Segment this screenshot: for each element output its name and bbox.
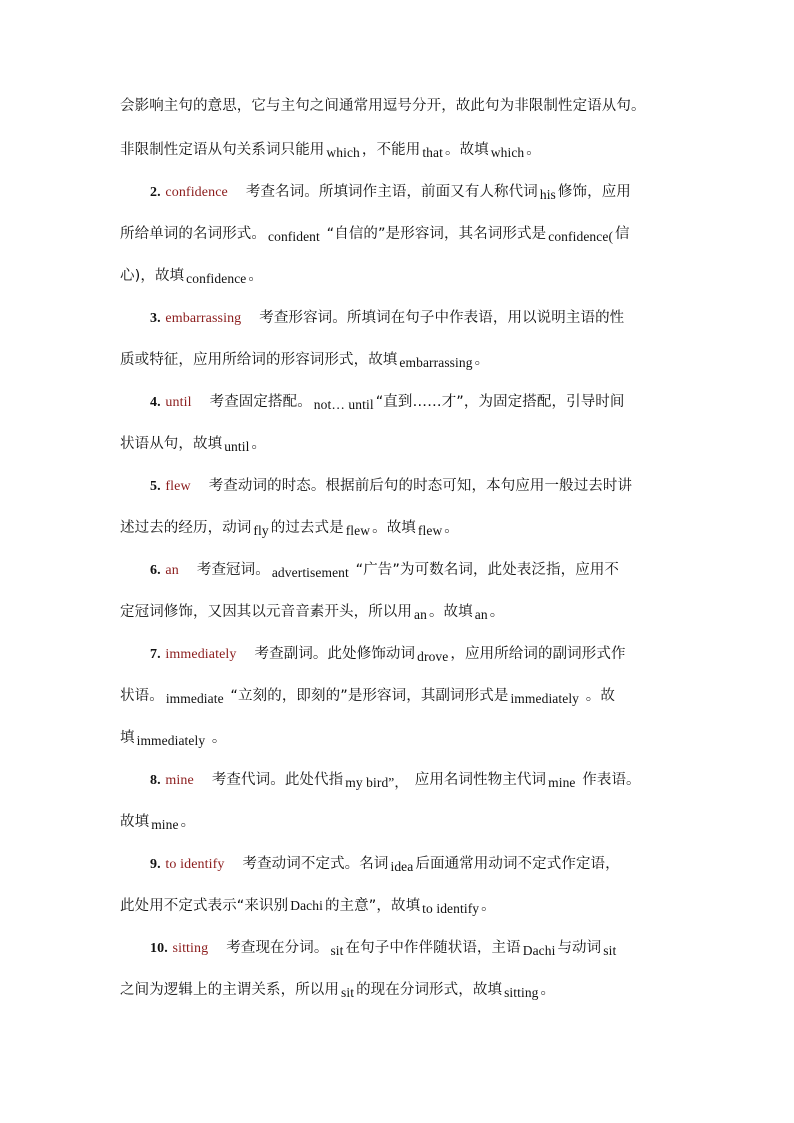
english-word: Dachi xyxy=(522,943,556,958)
english-word: sitting xyxy=(504,985,539,1000)
text: 考查代词。此处代指 xyxy=(211,772,344,788)
text: 非限制性定语从句关系词只能用 xyxy=(120,142,325,158)
text: 在句子中作伴随状语，主语 xyxy=(345,940,521,956)
text: 后面通常用动词不定式作定语， xyxy=(415,856,620,872)
text: 考查形容词。所填词在句子中作表语，用以说明主语的性 xyxy=(259,310,625,326)
english-word: mine xyxy=(548,775,576,790)
english-word: immediately xyxy=(510,691,580,706)
text: 。 xyxy=(526,142,541,158)
text: 状语从句，故填 xyxy=(120,436,223,452)
text: 。故 xyxy=(585,688,615,704)
item-7-line-3 xyxy=(120,728,676,748)
english-word: an xyxy=(474,607,488,622)
item-2-line-1 xyxy=(150,182,706,203)
text: 此处用不定式表示“来识别 xyxy=(120,898,289,914)
text: 。故填 xyxy=(372,520,416,536)
text: 修饰，应用 xyxy=(557,184,631,200)
english-word: confidence( xyxy=(548,229,614,244)
english-word: to identify xyxy=(422,901,480,916)
item-7-line-2 xyxy=(120,686,676,706)
answer: sitting xyxy=(172,941,209,956)
text: 考查动词的时态。根据前后句的时态可知，本句应用一般过去时讲 xyxy=(208,478,633,494)
text: 的现在分词形式，故填 xyxy=(356,982,503,998)
item-6-line-1 xyxy=(150,560,706,581)
english-word: Dachi xyxy=(290,898,323,913)
text: “广告”为可数名词，此处表泛指，应用不 xyxy=(355,562,620,578)
text: 状语。 xyxy=(120,688,164,704)
text: 。故填 xyxy=(444,142,489,158)
text: 。 xyxy=(474,352,490,368)
text: 。 xyxy=(251,436,267,452)
text: 与动词 xyxy=(557,940,602,956)
text: 考查名词。所填词作主语，前面又有人称代词 xyxy=(245,184,538,200)
item-7-line-1 xyxy=(150,644,706,665)
item-number: 9. xyxy=(150,857,161,872)
answer: to identify xyxy=(165,857,225,872)
english-word: which xyxy=(490,145,525,160)
text: 考查副词。此处修饰动词 xyxy=(254,646,416,662)
answer: an xyxy=(165,563,179,578)
text: “立刻的，即刻的”是形容词，其副词形式是 xyxy=(230,688,509,704)
item-5-line-1 xyxy=(150,476,706,497)
item-6-line-2 xyxy=(120,602,676,622)
english-word: sit xyxy=(330,943,344,958)
text: “自信的”是形容词，其名词形式是 xyxy=(326,226,547,242)
item-number: 8. xyxy=(150,773,161,788)
text: 质或特征，应用所给词的形容词形式，故填 xyxy=(120,352,398,368)
english-word: until xyxy=(224,439,250,454)
item-5-line-2 xyxy=(120,518,676,538)
text: ，应用所给词的副词形式作 xyxy=(450,646,626,662)
english-word: sit xyxy=(341,985,355,1000)
item-2-line-3 xyxy=(120,266,676,286)
text: 考查冠词。 xyxy=(196,562,270,578)
english-word: confident xyxy=(268,229,320,244)
text: 。 xyxy=(211,730,227,746)
text: 信 xyxy=(615,226,630,242)
text: 定冠词修饰，又因其以元音音素开头，所以用 xyxy=(120,604,412,620)
item-number: 10. xyxy=(150,941,168,956)
text: 述过去的经历，动词 xyxy=(120,520,252,536)
item-number: 4. xyxy=(150,395,161,410)
item-number: 6. xyxy=(150,563,161,578)
english-word: my bird”， xyxy=(345,775,408,790)
text: 的过去式是 xyxy=(270,520,344,536)
english-word: fly xyxy=(253,523,269,538)
text: 填 xyxy=(120,730,135,746)
english-word: sit xyxy=(603,943,617,958)
text: 之间为逻辑上的主谓关系，所以用 xyxy=(120,982,339,998)
item-number: 7. xyxy=(150,647,161,662)
text: 考查现在分词。 xyxy=(226,940,329,956)
item-number: 2. xyxy=(150,185,161,200)
english-word: which xyxy=(326,145,360,160)
english-word: flew xyxy=(345,523,371,538)
text: 考查动词不定式。名词 xyxy=(242,856,389,872)
text: “直到……才”，为固定搭配，引导时间 xyxy=(375,394,625,410)
text: 。 xyxy=(481,898,496,914)
text: ，不能用 xyxy=(361,142,421,158)
item-number: 5. xyxy=(150,479,161,494)
item-3-line-2 xyxy=(120,350,676,370)
english-word: an xyxy=(414,607,427,622)
item-8-line-1 xyxy=(150,770,706,791)
english-word: drove xyxy=(417,649,449,664)
english-word: flew xyxy=(417,523,443,538)
item-4-line-2 xyxy=(120,434,676,454)
intro-line-1 xyxy=(120,96,676,116)
english-word: confidence xyxy=(186,271,247,286)
text: 作表语。 xyxy=(582,772,641,788)
answer: immediately xyxy=(165,647,237,662)
text: 。 xyxy=(248,268,263,284)
text: 。 xyxy=(180,814,196,830)
text: 考查固定搭配。 xyxy=(209,394,312,410)
text: 心)，故填 xyxy=(120,268,185,284)
text: 故填 xyxy=(120,814,150,830)
answer: flew xyxy=(165,479,191,494)
item-9-line-1 xyxy=(150,854,706,875)
item-10-line-1 xyxy=(150,938,706,959)
english-word: not… until xyxy=(313,397,374,412)
english-word: idea xyxy=(390,859,414,874)
answer: until xyxy=(165,395,192,410)
text: 。故填 xyxy=(428,604,473,620)
item-2-line-2 xyxy=(120,224,676,244)
answer: mine xyxy=(165,773,194,788)
answer: confidence xyxy=(165,185,228,200)
text: 的主意”，故填 xyxy=(324,898,421,914)
english-word: that xyxy=(422,145,443,160)
english-word: embarrassing xyxy=(399,355,473,370)
english-word: his xyxy=(539,187,556,202)
text: 。 xyxy=(444,520,459,536)
item-4-line-1 xyxy=(150,392,706,413)
text: 。 xyxy=(540,982,556,998)
item-9-line-2 xyxy=(120,896,676,916)
item-8-line-2 xyxy=(120,812,676,832)
english-word: advertisement xyxy=(271,565,349,580)
item-3-line-1 xyxy=(150,308,706,329)
item-number: 3. xyxy=(150,311,161,326)
text: 应用名词性物主代词 xyxy=(414,772,547,788)
text: 会影响主句的意思，它与主句之间通常用逗号分开，故此句为非限制性定语从句。 xyxy=(120,98,646,114)
text: 所给单词的名词形式。 xyxy=(120,226,266,242)
item-10-line-2 xyxy=(120,980,676,1000)
text: 。 xyxy=(489,604,505,620)
intro-line-2 xyxy=(120,140,676,160)
answer: embarrassing xyxy=(165,311,242,326)
english-word: mine xyxy=(151,817,179,832)
english-word: immediately xyxy=(136,733,206,748)
english-word: immediate xyxy=(165,691,224,706)
